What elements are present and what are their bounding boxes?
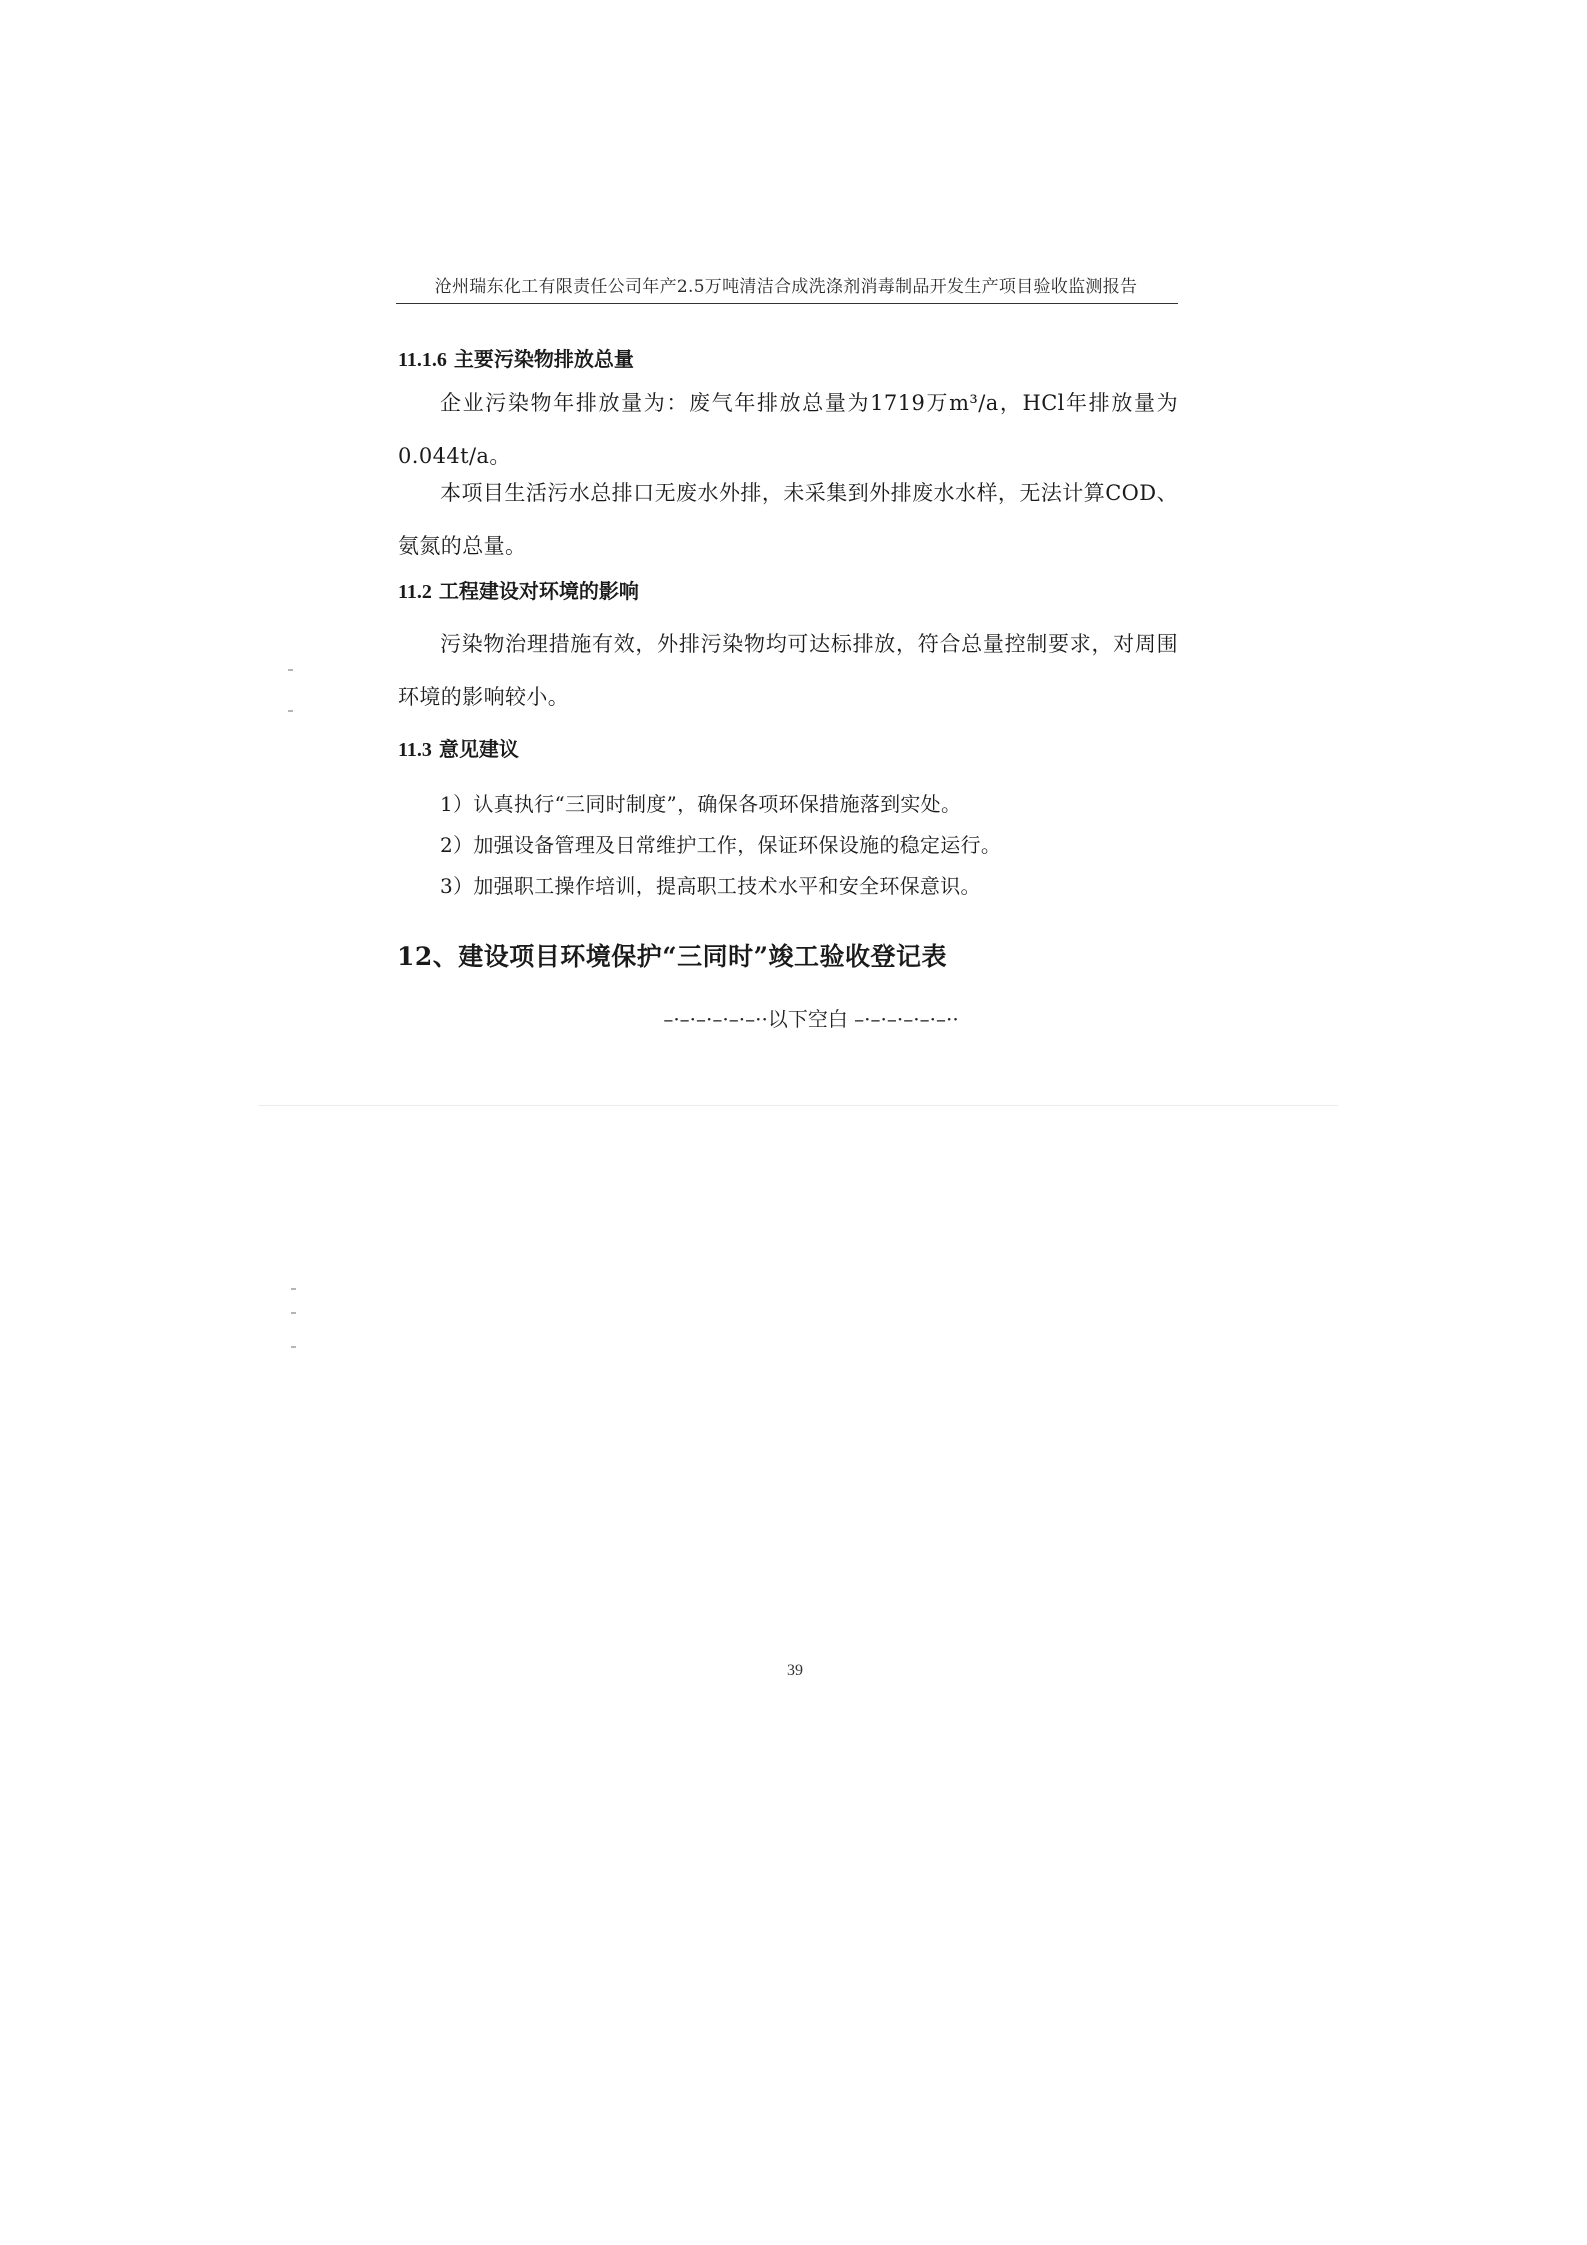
scan-artifact-line	[258, 1105, 1338, 1106]
heading-11-2	[398, 575, 639, 604]
section-title-12: 12、建设项目环境保护“三同时”竣工验收登记表	[397, 942, 948, 971]
list-item: 2）加强设备管理及日常维护工作，保证环保设施的稳定运行。	[440, 833, 1002, 857]
page-number: 39	[787, 1662, 803, 1679]
heading-number: 11.2	[398, 581, 432, 603]
paragraph-emissions: 企业污染物年排放量为：废气年排放总量为1719万m³/a，HCl年排放量为0.044t/a。	[398, 391, 1178, 468]
paragraph-wastewater: 本项目生活污水总排口无废水外排，未采集到外排废水水样，无法计算COD、氨氮的总量。	[398, 481, 1178, 558]
heading-title: 工程建设对环境的影响	[438, 579, 639, 603]
heading-11-1-6	[398, 343, 634, 372]
list-item: 1）认真执行“三同时制度”，确保各项环保措施落到实处。	[440, 792, 962, 816]
heading-number: 11.3	[398, 739, 432, 761]
blank-below-marker: –·–·–·–·–·–··以下空白 –·–·–·–·–·–··	[663, 1007, 959, 1031]
heading-title: 主要污染物排放总量	[453, 347, 634, 371]
paragraph-environment-impact: 污染物治理措施有效，外排污染物均可达标排放，符合总量控制要求，对周围环境的影响较小。	[398, 632, 1178, 709]
scan-speck	[291, 1346, 296, 1348]
scan-speck	[288, 710, 293, 712]
list-item: 3）加强职工操作培训，提高职工技术水平和安全环保意识。	[440, 874, 981, 898]
heading-11-3	[398, 733, 519, 762]
scan-speck	[291, 1312, 296, 1314]
scan-speck	[288, 669, 293, 671]
heading-number: 11.1.6	[398, 349, 447, 371]
header-rule	[396, 303, 1178, 304]
heading-title: 意见建议	[438, 737, 519, 761]
scan-speck	[291, 1288, 296, 1290]
page-header: 沧州瑞东化工有限责任公司年产2.5万吨清洁合成洗涤剂消毒制品开发生产项目验收监测报告	[434, 277, 1138, 297]
